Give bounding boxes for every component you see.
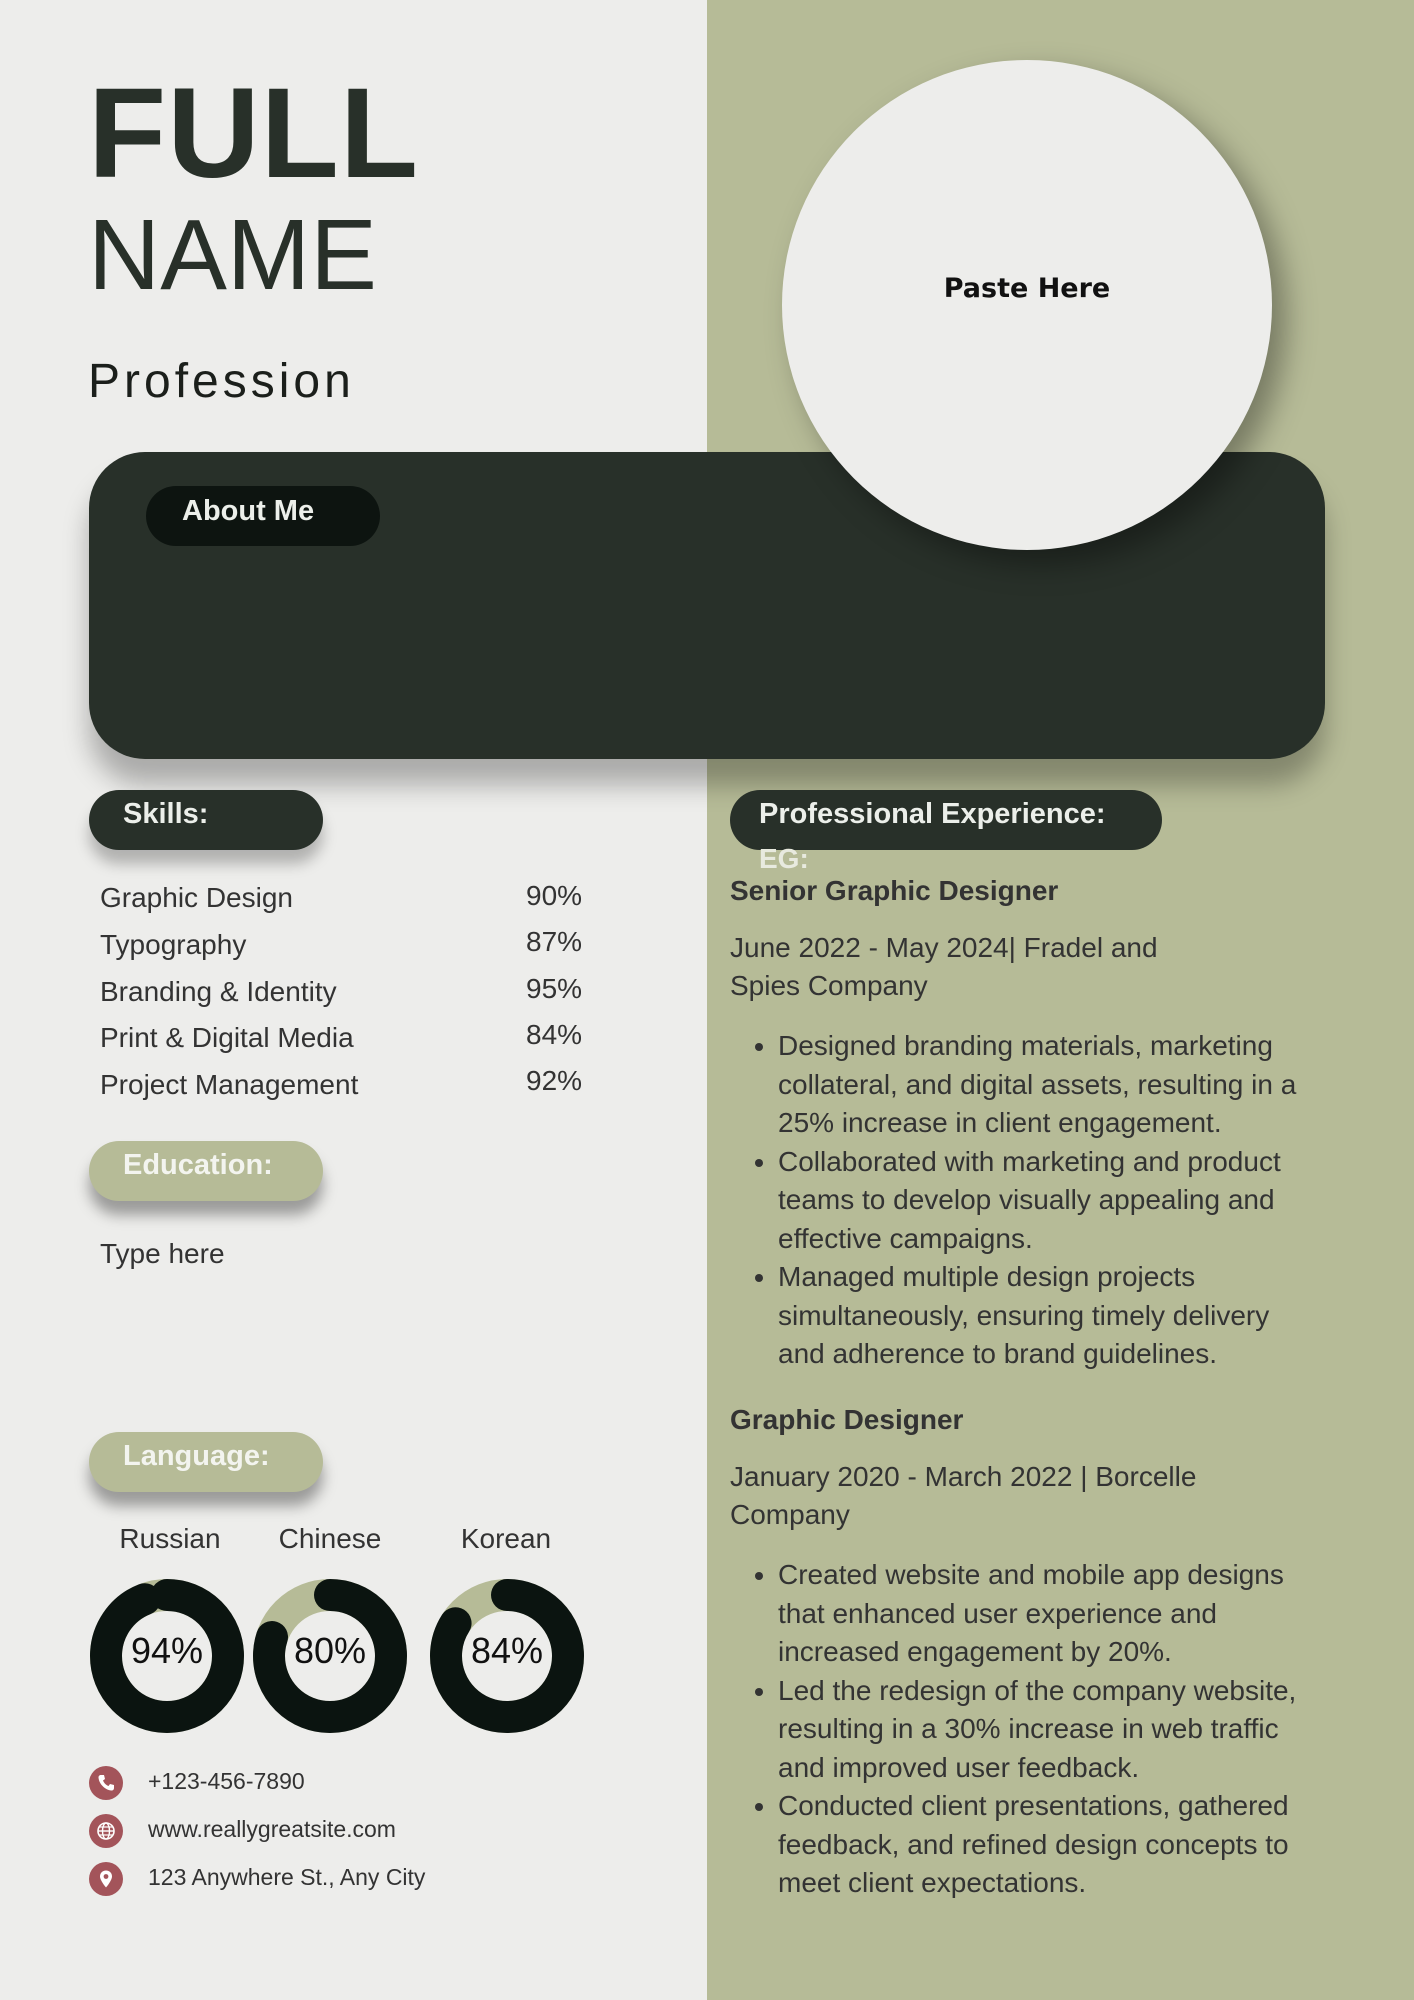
job-entry bbox=[730, 1404, 1320, 1903]
last-name: NAME bbox=[88, 199, 377, 311]
list-item: • Led the redesign of the company website, resulting in a 30% increase in web traffic and improved user feedback. bbox=[778, 1672, 1320, 1788]
education-text: Type here bbox=[100, 1238, 225, 1269]
first-name: FULL bbox=[88, 62, 419, 205]
skill-name: Typography bbox=[100, 929, 247, 960]
skill-name: Print & Digital Media bbox=[100, 1022, 354, 1053]
location-pin-icon bbox=[89, 1862, 123, 1896]
skills-heading: Skills: bbox=[89, 790, 323, 850]
phone-number[interactable]: +123-456-7890 bbox=[148, 1768, 305, 1794]
job-bullets bbox=[730, 1556, 1320, 1903]
website-link[interactable]: www.reallygreatsite.com bbox=[148, 1816, 396, 1842]
globe-icon bbox=[89, 1814, 123, 1848]
language-name: Russian bbox=[119, 1523, 221, 1554]
skill-name: Project Management bbox=[100, 1069, 359, 1100]
skill-percent: 92% bbox=[526, 1065, 583, 1096]
job-title: Graphic Designer bbox=[730, 1404, 964, 1435]
phone-icon bbox=[89, 1766, 123, 1800]
experience-heading: Professional Experience: bbox=[730, 790, 1162, 850]
education-heading: Education: bbox=[89, 1141, 323, 1201]
example-note: EG: bbox=[759, 843, 809, 874]
skill-name: Graphic Design bbox=[100, 882, 293, 913]
job-meta: January 2020 - March 2022 | Borcelle Company bbox=[730, 1461, 1197, 1530]
list-item: • Collaborated with marketing and product teams to develop visually appealing and effective campaigns. bbox=[778, 1143, 1320, 1259]
list-item: • Conducted client presentations, gathered feedback, and refined design concepts to meet client expectations. bbox=[778, 1787, 1320, 1903]
language-percent: 80% bbox=[293, 1630, 367, 1671]
job-entry bbox=[730, 875, 1320, 1374]
list-item: • Designed branding materials, marketing collateral, and digital assets, resulting in a 25% increase in client engagement. bbox=[778, 1027, 1320, 1143]
language-percent: 94% bbox=[130, 1630, 204, 1671]
skill-percent: 87% bbox=[526, 926, 583, 957]
profession: Profession bbox=[88, 355, 355, 408]
job-bullets bbox=[730, 1027, 1320, 1374]
language-name: Korean bbox=[460, 1523, 552, 1554]
list-item: • Created website and mobile app designs that enhanced user experience and increased engagement by 20%. bbox=[778, 1556, 1320, 1672]
language-heading: Language: bbox=[89, 1432, 323, 1492]
language-percent: 84% bbox=[470, 1630, 544, 1671]
language-name: Chinese bbox=[278, 1523, 382, 1554]
about-heading: About Me bbox=[146, 486, 380, 546]
skill-percent: 95% bbox=[526, 973, 583, 1004]
skill-percent: 90% bbox=[526, 880, 583, 911]
skill-percent: 84% bbox=[526, 1019, 583, 1050]
list-item: • Managed multiple design projects simultaneously, ensuring timely delivery and adherence to brand guidelines. bbox=[778, 1258, 1320, 1374]
job-meta: June 2022 - May 2024| Fradel and Spies Company bbox=[730, 932, 1158, 1001]
address: 123 Anywhere St., Any City bbox=[148, 1864, 426, 1890]
job-title: Senior Graphic Designer bbox=[730, 875, 1059, 906]
photo-placeholder[interactable] bbox=[782, 60, 1272, 550]
skill-name: Branding & Identity bbox=[100, 976, 337, 1007]
photo-label: Paste Here bbox=[943, 273, 1111, 304]
